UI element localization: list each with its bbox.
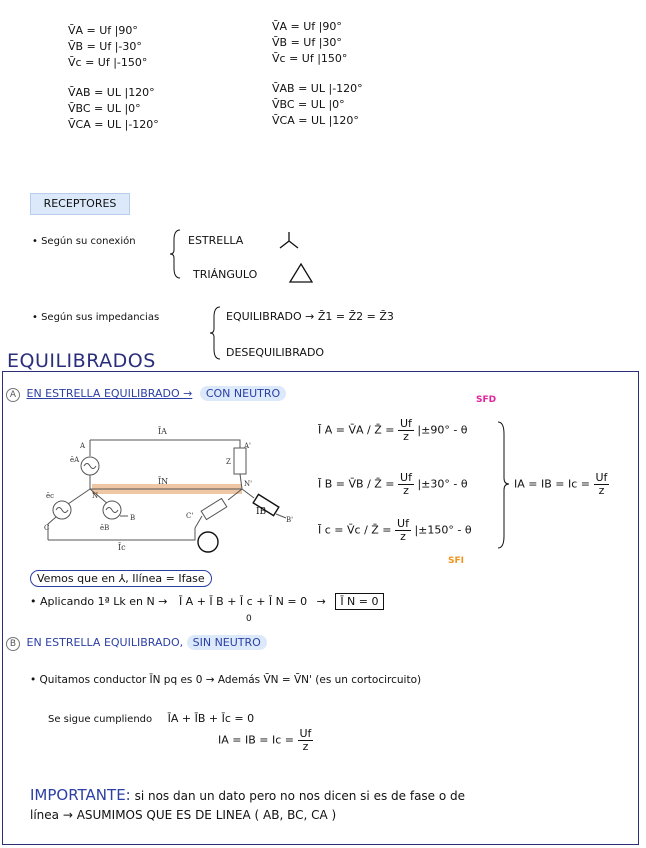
node-c2: C' bbox=[186, 512, 194, 520]
impedancias-lead: • Según sus impedancias bbox=[32, 312, 160, 323]
kcl-zero: 0 bbox=[246, 614, 252, 624]
result-equal bbox=[514, 472, 609, 497]
part-a-heading-row bbox=[6, 387, 286, 402]
estrella-label: ESTRELLA bbox=[188, 234, 244, 247]
label-ib: ĪB bbox=[256, 507, 267, 517]
part-b-pill: SIN NEUTRO bbox=[187, 635, 267, 650]
label-ia: ĪA bbox=[158, 427, 167, 436]
part-a-heading: EN ESTRELLA EQUILIBRADO → bbox=[26, 387, 193, 400]
impedance-c bbox=[201, 498, 227, 519]
left-phasor-group bbox=[68, 24, 159, 134]
result-lhs: IA = IB = Ic = bbox=[514, 477, 590, 491]
conexion-brace bbox=[170, 228, 184, 280]
label-eb: ēB bbox=[100, 524, 110, 532]
label-ea: ēA bbox=[70, 456, 80, 464]
result-brace bbox=[496, 420, 510, 550]
importante-line1 bbox=[30, 786, 465, 804]
sfd-annotation: SFD bbox=[476, 395, 497, 405]
kcl-sum: Ī A + Ī B + Ī c + Ī N = 0 bbox=[178, 595, 308, 608]
eq-ib-frac: $\frac{Uf}{z}$ bbox=[400, 471, 412, 497]
vemos-text: Vemos que en ⅄, Ilínea = Ifase bbox=[30, 570, 212, 587]
eq-ic-frac: $\frac{Uf}{z}$ bbox=[397, 517, 409, 543]
part-a-pill: CON NEUTRO bbox=[200, 386, 286, 401]
label-ic: Īc bbox=[118, 543, 126, 552]
eq-ia-frac: $\frac{Uf}{z}$ bbox=[399, 417, 412, 443]
right-va: V̄A = Uf |90° bbox=[272, 20, 342, 33]
triangulo-label: TRIÁNGULO bbox=[193, 268, 258, 281]
sigue-frac: $\frac{Uf}{z}$ bbox=[299, 727, 312, 753]
sigue-sum: ĪA + ĪB + Īc = 0 bbox=[167, 712, 255, 725]
sigue-equal bbox=[218, 728, 313, 753]
kcl-result: Ī N = 0 bbox=[335, 593, 383, 610]
importante-text1: si nos dan un dato pero no nos dicen si es de fase o de bbox=[134, 789, 466, 803]
left-vb: V̄B = Uf |-30° bbox=[68, 40, 142, 53]
left-va: V̄A = Uf |90° bbox=[68, 24, 138, 37]
equilibrado-label: EQUILIBRADO → Z̄1 = Z̄2 = Z̄3 bbox=[226, 310, 394, 323]
node-n2: N' bbox=[244, 480, 253, 488]
circuit-diagram bbox=[30, 418, 306, 558]
right-vb: V̄B = Uf |30° bbox=[272, 36, 342, 49]
triangle-icon bbox=[288, 262, 314, 284]
eq-ib-lhs: Ī B = V̄B / Z̄ = bbox=[318, 477, 395, 491]
sigue-row bbox=[48, 712, 254, 725]
part-b-heading-row bbox=[6, 636, 267, 651]
label-in: ĪN bbox=[158, 477, 169, 486]
right-vca: V̄CA = UL |120° bbox=[272, 114, 359, 127]
part-b-letter: B bbox=[6, 637, 20, 651]
left-vbc: V̄BC = UL |0° bbox=[68, 102, 141, 115]
receptores-title: RECEPTORES bbox=[30, 193, 130, 215]
left-vc: V̄c = Uf |-150° bbox=[68, 56, 148, 69]
eq-ia-lhs: Ī A = V̄A / Z̄ = bbox=[318, 423, 395, 437]
conexion-lead: • Según su conexión bbox=[32, 236, 136, 247]
eq-ib-angle: |±30° - θ bbox=[417, 477, 468, 491]
right-vab: V̄AB = UL |-120° bbox=[272, 82, 363, 95]
right-vbc: V̄BC = UL |0° bbox=[272, 98, 345, 111]
aplicando-row: • Aplicando 1ª Lk en N → Ī A + Ī B + Ī c + Ī N = 0 → Ī N = 0 bbox=[30, 595, 384, 608]
node-b2: B' bbox=[286, 516, 294, 524]
eq-ic bbox=[318, 518, 472, 543]
sfi-annotation: SFI bbox=[448, 556, 464, 566]
section-title: EQUILIBRADOS bbox=[7, 350, 156, 372]
eq-ic-lhs: Ī c = V̄c / Z̄ = bbox=[318, 523, 392, 537]
aplicando-text: • Aplicando 1ª Lk en N → bbox=[30, 595, 168, 608]
star-icon bbox=[278, 230, 300, 250]
left-vca: V̄CA = UL |-120° bbox=[68, 118, 159, 131]
right-phasor-group bbox=[272, 20, 363, 130]
eq-ib bbox=[318, 472, 468, 497]
label-z: Z bbox=[226, 458, 231, 466]
sigue-text: Se sigue cumpliendo bbox=[48, 714, 153, 725]
quitamos-text: • Quitamos conductor ĪN pq es 0 → Además V̄N = V̄N' (es un cortocircuito) bbox=[30, 674, 422, 686]
eq-ic-angle: |±150° - θ bbox=[414, 523, 472, 537]
ammeter-icon bbox=[198, 532, 218, 552]
impedance-a bbox=[234, 448, 246, 474]
sigue-equal-lhs: IA = IB = Ic = bbox=[218, 733, 294, 747]
part-b-heading: EN ESTRELLA EQUILIBRADO, bbox=[26, 636, 184, 649]
node-a2: A' bbox=[244, 442, 251, 450]
node-a: A bbox=[80, 442, 86, 450]
label-ec: ēc bbox=[46, 492, 55, 500]
desequilibrado-label: DESEQUILIBRADO bbox=[226, 346, 325, 359]
importante-label: IMPORTANTE: bbox=[30, 786, 131, 804]
eq-ia bbox=[318, 418, 468, 443]
vemos-note bbox=[30, 572, 212, 585]
node-n: N bbox=[92, 492, 99, 500]
result-frac: $\frac{Uf}{z}$ bbox=[595, 471, 608, 497]
eq-ia-angle: |±90° - θ bbox=[417, 423, 468, 437]
importante-line2: línea → ASUMIMOS QUE ES DE LINEA ( AB, BC, CA ) bbox=[30, 808, 337, 822]
node-c: C bbox=[44, 524, 50, 532]
node-b: B bbox=[130, 514, 136, 522]
right-vc: V̄c = Uf |150° bbox=[272, 52, 348, 65]
part-a-letter: A bbox=[6, 388, 20, 402]
impedancias-brace bbox=[210, 305, 224, 361]
left-vab: V̄AB = UL |120° bbox=[68, 86, 155, 99]
